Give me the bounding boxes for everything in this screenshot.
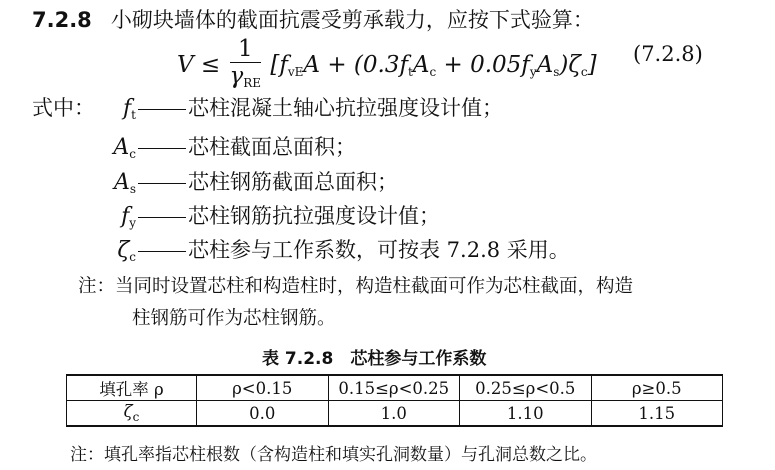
symbol-ft: $f_t$ [123, 96, 136, 122]
table-header-row [67, 375, 723, 401]
table-cell: 1.10 [460, 401, 592, 427]
note-line-2: 柱钢筋可作为芯柱钢筋。 [132, 308, 336, 329]
dash-separator [138, 183, 186, 184]
symbol-as: $A_s$ [113, 170, 136, 196]
definition-text: 芯柱截面总面积； [188, 135, 356, 159]
header-cell: ρ<0.15 [197, 375, 329, 401]
definition-text: 芯柱参与工作系数，可按表 7.2.8 采用。 [188, 238, 570, 262]
table-row [67, 401, 723, 427]
definition-ac [96, 131, 356, 161]
table-cell: 1.0 [328, 401, 460, 427]
where-label: 式中： [32, 96, 95, 120]
formula-fraction [230, 36, 262, 96]
definition-text: 芯柱混凝土轴心抗拉强度设计值； [188, 96, 503, 120]
coefficient-table [66, 374, 723, 427]
definition-zeta [96, 234, 570, 264]
section-title: 小砌块墙体的截面抗震受剪承载力，应按下式验算： [110, 8, 594, 32]
formula-number: (7.2.8) [633, 42, 703, 66]
definition-as [96, 166, 398, 196]
symbol-zeta: $\zeta_c$ [117, 238, 136, 264]
note-line-1 [78, 272, 633, 298]
table-note: 注：填孔率指芯柱根数（含构造柱和填实孔洞数量）与孔洞总数之比。 [70, 445, 597, 465]
fraction-numerator: 1 [230, 36, 262, 63]
dash-separator [138, 251, 186, 252]
header-cell: 0.15≤ρ<0.25 [328, 375, 460, 401]
header-cell: 填孔率 ρ [67, 375, 197, 401]
section-heading [32, 4, 594, 34]
formula-body: $[f_{vE}A + (0.3f_tA_c + 0.05f_yA_s)\zeta_c]$ [270, 52, 597, 79]
definition-text: 芯柱钢筋截面总面积； [188, 170, 398, 194]
definition-ft [96, 92, 503, 122]
symbol-fy: $f_y$ [121, 204, 136, 230]
definition-fy [96, 200, 440, 230]
table-title: 表 7.2.8 芯柱参与工作系数 [262, 349, 487, 369]
dash-separator [138, 109, 186, 110]
note-label: 注： [78, 276, 116, 297]
note-text-1: 当同时设置芯柱和构造柱时，构造柱截面可作为芯柱截面，构造 [115, 276, 634, 297]
formula-7-2-8 [177, 36, 597, 96]
section-number: 7.2.8 [32, 8, 92, 32]
dash-separator [138, 148, 186, 149]
header-cell: ρ≥0.5 [591, 375, 723, 401]
header-cell: 0.25≤ρ<0.5 [460, 375, 592, 401]
formula-lhs: V ≤ [177, 52, 221, 78]
row-label: $\zeta_c$ [67, 401, 197, 427]
fraction-denominator: $\gamma_{RE}$ [229, 63, 262, 90]
symbol-ac: $A_c$ [113, 135, 136, 161]
definition-text: 芯柱钢筋抗拉强度设计值； [188, 204, 440, 228]
dash-separator [138, 217, 186, 218]
table-cell: 1.15 [591, 401, 723, 427]
table-cell: 0.0 [197, 401, 329, 427]
